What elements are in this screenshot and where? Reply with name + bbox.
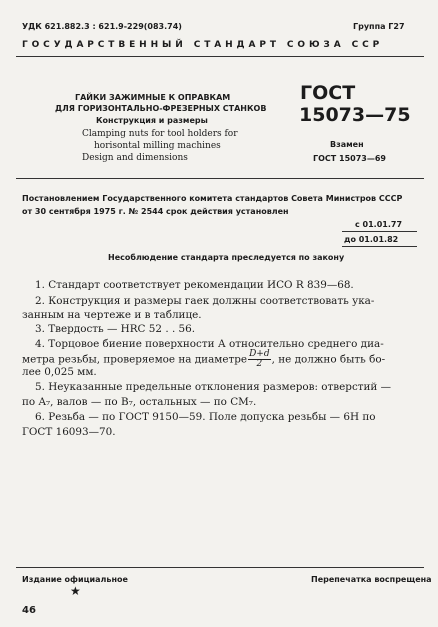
valid-from: с 01.01.77 [355, 220, 403, 229]
fraction-numerator: D+d [249, 349, 270, 359]
item-2-line1: 2. Конструкция и размеры гаек должны соответствовать ука- [35, 295, 375, 307]
item-5-line2: по A₇, валов — по B₇, остальных — по CM₇. [22, 396, 257, 408]
valid-to: до 01.01.82 [344, 235, 399, 244]
group-code: Группа Г27 [353, 22, 405, 31]
item-4-line3: лее 0,025 мм. [22, 366, 97, 378]
fraction-denominator: 2 [256, 359, 263, 369]
decree-line2: от 30 сентября 1975 г. № 2544 срок действия установлен [22, 207, 289, 216]
footer-rule [16, 567, 424, 568]
gost-number: 15073—75 [299, 104, 411, 126]
title-en-line2: horisontal milling machines [94, 141, 221, 151]
item-5-line1: 5. Неуказанные предельные отклонения размеров: отверстий — [35, 381, 392, 393]
item-6-line1: 6. Резьба — по ГОСТ 9150—59. Поле допуска резьбы — 6H по [35, 411, 376, 423]
item-2-line2: занным на чертеже и в таблице. [22, 309, 202, 321]
official-edition: Издание официальное [22, 575, 128, 584]
title-ru-line1: ГАЙКИ ЗАЖИМНЫЕ К ОПРАВКАМ [75, 93, 231, 102]
item-4-post: , не должно быть бо- [271, 353, 386, 366]
udk-code: УДК 621.882.3 : 621.9-229(083.74) [22, 22, 182, 31]
fraction [248, 350, 271, 369]
valid-from-rule [342, 231, 417, 232]
instead-number: ГОСТ 15073—69 [313, 154, 386, 163]
decree-line1: Постановлением Государственного комитета стандартов Совета Министров СССР [22, 194, 403, 203]
title-ru-line3: Конструкция и размеры [96, 116, 208, 125]
item-3: 3. Твердость — HRC 52 . . 56. [35, 323, 196, 335]
item-4-line1: 4. Торцовое биение поверхности А относительно среднего диа- [35, 338, 384, 350]
law-notice: Несоблюдение стандарта преследуется по закону [108, 253, 345, 262]
title-rule [16, 178, 424, 179]
item-1: 1. Стандарт соответствует рекомендации ИСО R 839—68. [35, 279, 354, 291]
state-standard-banner: ГОСУДАРСТВЕННЫЙ СТАНДАРТ СОЮЗА ССР [22, 40, 384, 50]
page-number: 46 [22, 605, 36, 616]
gost-label: ГОСТ [300, 82, 356, 104]
title-ru-line2: ДЛЯ ГОРИЗОНТАЛЬНО-ФРЕЗЕРНЫХ СТАНКОВ [55, 104, 267, 113]
reprint-notice: Перепечатка воспрещена [311, 575, 432, 584]
valid-to-rule [342, 246, 417, 247]
top-rule [16, 56, 424, 57]
title-en-line1: Clamping nuts for tool holders for [82, 129, 238, 139]
item-6-line2: ГОСТ 16093—70. [22, 426, 116, 438]
item-4-pre: метра резьбы, проверяемое на диаметре [22, 353, 248, 366]
instead-label: Взамен [330, 140, 364, 149]
title-en-line3: Design and dimensions [82, 153, 188, 163]
star-icon: ★ [70, 584, 81, 598]
